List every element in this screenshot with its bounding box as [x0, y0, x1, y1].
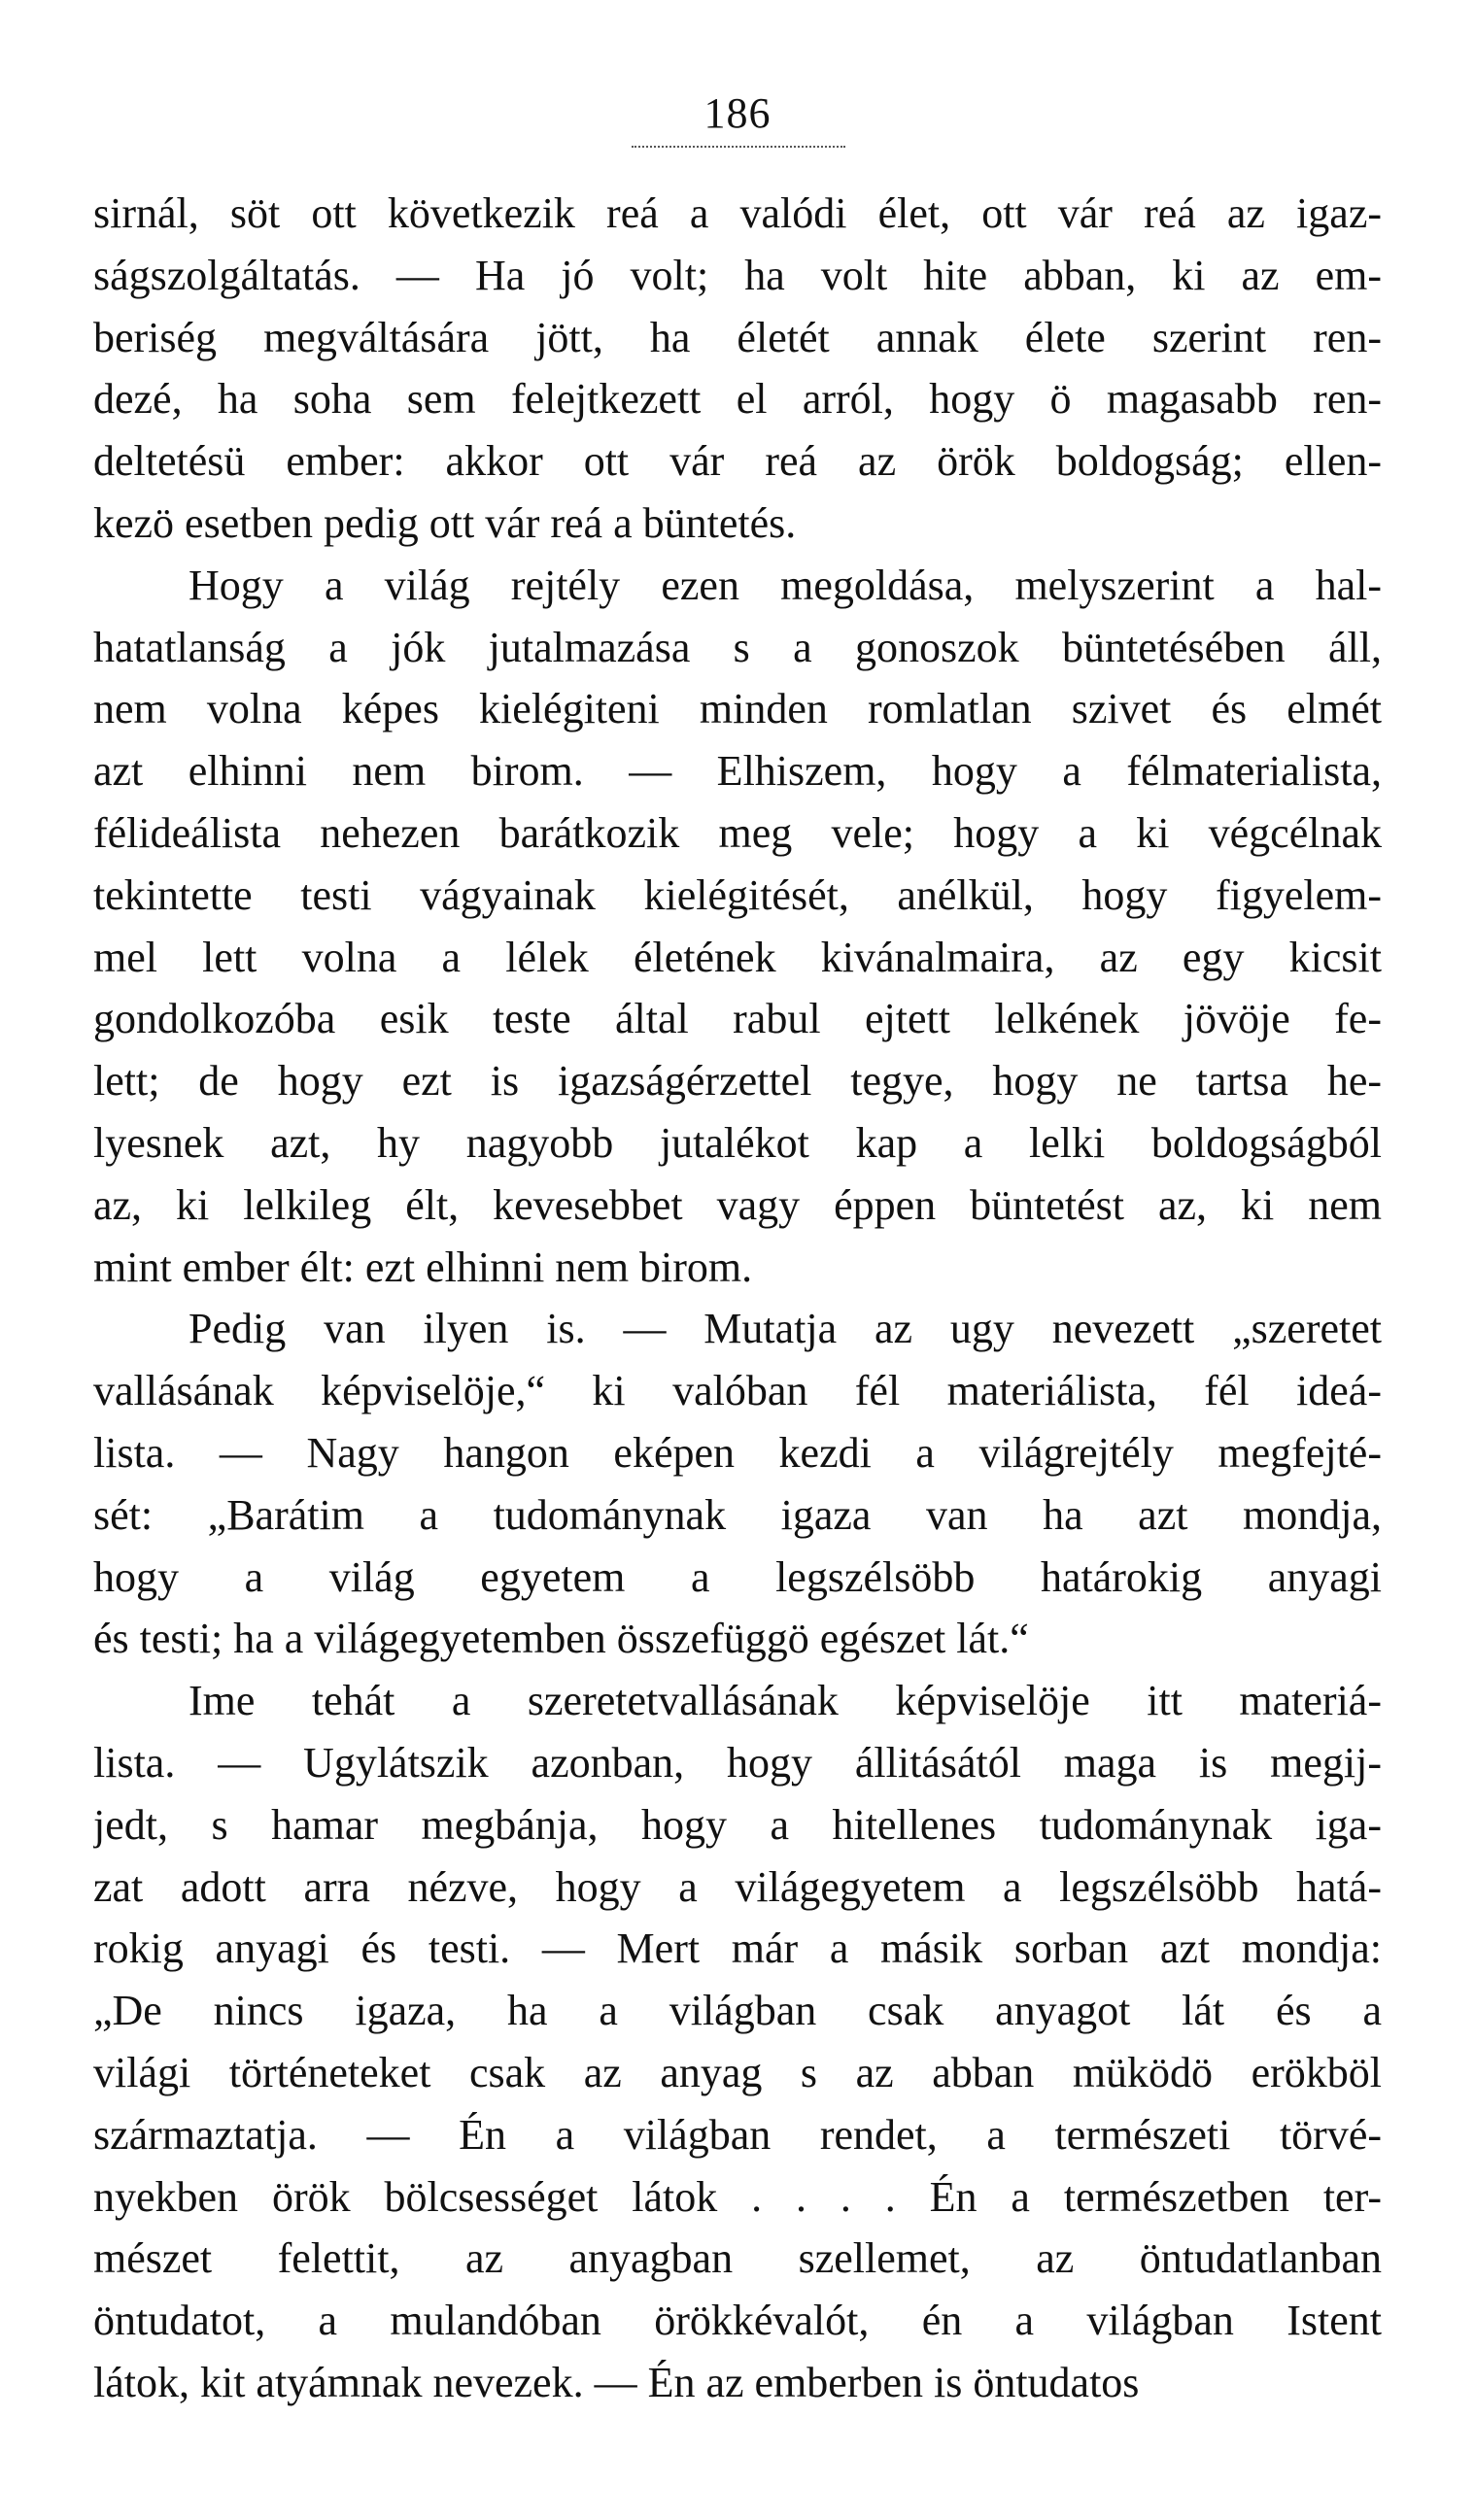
text-line: gondolkozóba esik teste által rabul ejtett lelkének jövöje fe- [93, 995, 1382, 1043]
paragraph [93, 1298, 1382, 1670]
page-number: 186 [703, 89, 772, 137]
paragraph [93, 555, 1382, 1299]
text-line: nem volna képes kielégiteni minden romlatlan szivet és elmét [93, 685, 1382, 733]
text-line: Pedig van ilyen is. — Mutatja az ugy nevezett „szeretet [189, 1305, 1382, 1353]
text-line: „De nincs igaza, ha a világban csak anyagot lát és a [93, 1987, 1382, 2035]
text-line: lista. — Nagy hangon eképen kezdi a világrejtély megfejté- [93, 1428, 1382, 1477]
text-line: lista. — Ugylátszik azonban, hogy állitásától maga is megij- [93, 1738, 1382, 1787]
text-line: mel lett volna a lélek életének kivánalmaira, az egy kicsit [93, 933, 1382, 981]
text-line: rokig anyagi és testi. — Mert már a másik sorban azt mondja: [93, 1924, 1382, 1973]
body-text [93, 183, 1382, 2414]
page-number-rule [632, 146, 845, 148]
text-line: mészet felettit, az anyagban szellemet, az öntudatlanban [93, 2234, 1382, 2283]
text-line: hatatlanság a jók jutalmazása s a gonoszok büntetésében áll, [93, 623, 1382, 671]
text-line: mint ember élt: ezt elhinni nem birom. [93, 1243, 753, 1291]
text-line: hogy a világ egyetem a legszélsöbb határokig anyagi [93, 1552, 1382, 1601]
text-line: lyesnek azt, hy nagyobb jutalékot kap a lelki boldogságból [93, 1118, 1382, 1167]
text-line: sét: „Barátim a tudománynak igaza van ha azt mondja, [93, 1490, 1382, 1539]
text-line: Ime tehát a szeretetvallásának képviselöje itt materiá- [189, 1677, 1382, 1725]
text-line: világi történeteket csak az anyag s az abban müködö erökböl [93, 2048, 1382, 2096]
text-line: és testi; ha a világegyetemben összefüggö egészet lát.“ [93, 1615, 1029, 1663]
text-line: látok, kit atyámnak nevezek. — Én az emberben is öntudatos [93, 2358, 1140, 2406]
text-line: az, ki lelkileg élt, kevesebbet vagy éppen büntetést az, ki nem [93, 1180, 1382, 1229]
text-line: jedt, s hamar megbánja, hogy a hitellenes tudománynak iga- [93, 1800, 1382, 1849]
text-line: származtatja. — Én a világban rendet, a természeti törvé- [93, 2110, 1382, 2159]
text-line: dezé, ha soha sem felejtkezett el arról, hogy ö magasabb ren- [93, 375, 1382, 424]
paragraph [93, 1670, 1382, 2414]
text-line: Hogy a világ rejtély ezen megoldása, melyszerint a hal- [189, 561, 1382, 609]
text-line: félideálista nehezen barátkozik meg vele; hogy a ki végcélnak [93, 808, 1382, 857]
text-line: deltetésü ember: akkor ott vár reá az örök boldogság; ellen- [93, 437, 1382, 486]
text-line: zat adott arra nézve, hogy a világegyetem a legszélsöbb hatá- [93, 1862, 1382, 1911]
text-line: kezö esetben pedig ott vár reá a büntetés. [93, 498, 797, 547]
text-line: tekintette testi vágyainak kielégitését, anélkül, hogy figyelem- [93, 870, 1382, 919]
text-line: vallásának képviselöje,“ ki valóban fél materiálista, fél ideá- [93, 1367, 1382, 1415]
text-line: sirnál, söt ott következik reá a valódi élet, ott vár reá az igaz- [93, 189, 1382, 237]
text-line: lett; de hogy ezt is igazságérzettel tegye, hogy ne tartsa he- [93, 1057, 1382, 1106]
text-line: azt elhinni nem birom. — Elhiszem, hogy a félmaterialista, [93, 747, 1382, 796]
text-line: öntudatot, a mulandóban örökkévalót, én a világban Istent [93, 2297, 1382, 2345]
text-line: nyekben örök bölcsességet látok . . . . Én a természetben ter- [93, 2172, 1382, 2221]
text-line: ságszolgáltatás. — Ha jó volt; ha volt hite abban, ki az em- [93, 251, 1382, 299]
text-line: beriség megváltására jött, ha életét annak élete szerint ren- [93, 313, 1382, 361]
paragraph [93, 183, 1382, 555]
